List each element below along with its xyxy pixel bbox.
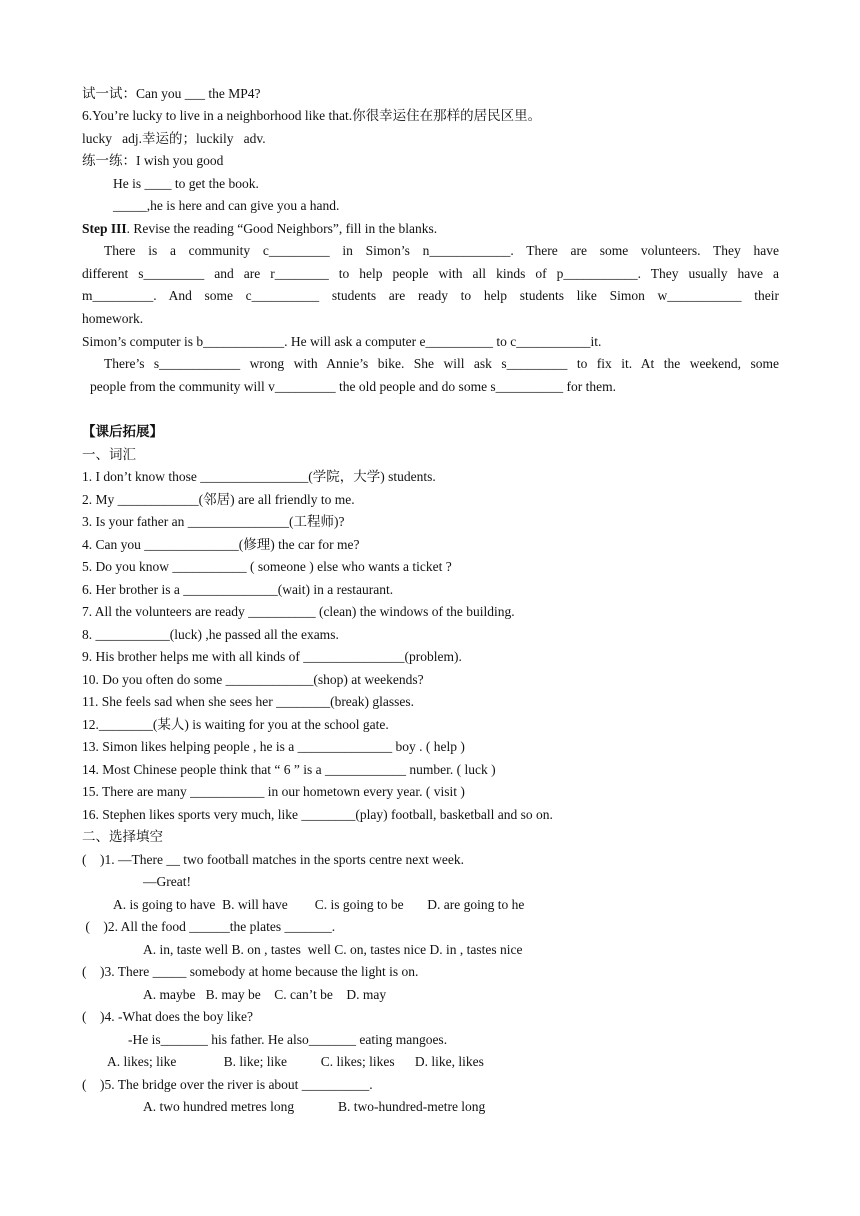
choice-q3: ( )3. There _____ somebody at home because the light is on. — [82, 964, 419, 979]
vocab-item: 4. Can you ______________(修理) the car for me? — [82, 537, 360, 552]
choice-q5-options: A. two hundred metres long B. two-hundred-metre long — [143, 1099, 486, 1114]
choice-q1: ( )1. —There __ two football matches in the sports centre next week. — [82, 852, 465, 867]
reading-para1-line4: homework. — [82, 311, 144, 326]
vocab-item: 3. Is your father an _______________(工程师)? — [82, 514, 345, 529]
vocab-item: 14. Most Chinese people think that “ 6 ” is a ____________ number. ( luck ) — [82, 762, 496, 777]
reading-para3-line2: people from the community will v_________ the old people and do some s__________ for them. — [90, 379, 617, 394]
vocab-item: 9. His brother helps me with all kinds of _______________(problem). — [82, 649, 462, 664]
reading-para1-line1: There is a community c_________ in Simon’s n____________. There are some volunteers. They have — [104, 243, 779, 258]
vocab-item: 5. Do you know ___________ ( someone ) else who wants a ticket ? — [82, 559, 452, 574]
choice-q5: ( )5. The bridge over the river is about __________. — [82, 1077, 373, 1092]
choice-heading: 二、选择填空 — [82, 829, 163, 844]
choice-q2: ( )2. All the food ______the plates _______. — [82, 919, 336, 934]
reading-para1-line3: m_________. And some c__________ students are ready to help students like Simon w___________ their — [82, 288, 779, 303]
reading-para1-line2: different s_________ and are r________ to help people with all kinds of p___________. They usually have a — [82, 266, 779, 281]
vocab-item: 13. Simon likes helping people , he is a ______________ boy . ( help ) — [82, 739, 465, 754]
reading-para3-line1: There’s s____________ wrong with Annie’s bike. She will ask s_________ to fix it. At the weekend, some — [104, 356, 779, 371]
reading-para2: Simon’s computer is b____________. He will ask a computer e__________ to c___________it. — [82, 334, 602, 349]
choice-q1-options: A. is going to have B. will have C. is going to be D. are going to he — [113, 897, 525, 912]
vocab-item: 1. I don’t know those ________________(学院，大学) students. — [82, 469, 436, 484]
choice-q1-reply: —Great! — [143, 874, 191, 889]
practice-line: 练一练：I wish you good — [82, 153, 224, 168]
step3-instruction: . Revise the reading “Good Neighbors”, fill in the blanks. — [126, 221, 438, 236]
choice-q4-options: A. likes; like B. like; like C. likes; likes D. like, likes — [107, 1054, 484, 1069]
vocab-item: 15. There are many ___________ in our hometown every year. ( visit ) — [82, 784, 465, 799]
practice-item-2: _____,he is here and can give you a hand. — [113, 198, 340, 213]
vocab-item: 10. Do you often do some _____________(shop) at weekends? — [82, 672, 424, 687]
choice-q4-sub: -He is_______ his father. He also_______ eating mangoes. — [128, 1032, 448, 1047]
vocab-item: 2. My ____________(邻居) are all friendly to me. — [82, 492, 355, 507]
sentence-6: 6.You’re lucky to live in a neighborhood like that.你很幸运住在那样的居民区里。 — [82, 108, 542, 123]
vocab-item: 6. Her brother is a ______________(wait) in a restaurant. — [82, 582, 394, 597]
vocab-item: 12.________(某人) is waiting for you at the school gate. — [82, 717, 389, 732]
lucky-definition: lucky adj.幸运的；luckily adv. — [82, 131, 266, 146]
vocab-item: 7. All the volunteers are ready __________ (clean) the windows of the building. — [82, 604, 515, 619]
choice-q4: ( )4. -What does the boy like? — [82, 1009, 253, 1024]
choice-q3-options: A. maybe B. may be C. can’t be D. may — [143, 987, 387, 1002]
step3-heading — [82, 220, 437, 238]
vocab-item: 16. Stephen likes sports very much, like ________(play) football, basketball and so on. — [82, 807, 553, 822]
practice-item-1: He is ____ to get the book. — [113, 176, 259, 191]
choice-q2-options: A. in, taste well B. on , tastes well C. on, tastes nice D. in , tastes nice — [143, 942, 523, 957]
section-title: 【课后拓展】 — [82, 424, 163, 439]
try-line: 试一试：Can you ___ the MP4? — [82, 86, 261, 101]
step3-label: Step III — [82, 221, 127, 236]
vocab-heading: 一、词汇 — [82, 447, 136, 462]
vocab-item: 8. ___________(luck) ,he passed all the exams. — [82, 627, 339, 642]
vocab-item: 11. She feels sad when she sees her ________(break) glasses. — [82, 694, 415, 709]
